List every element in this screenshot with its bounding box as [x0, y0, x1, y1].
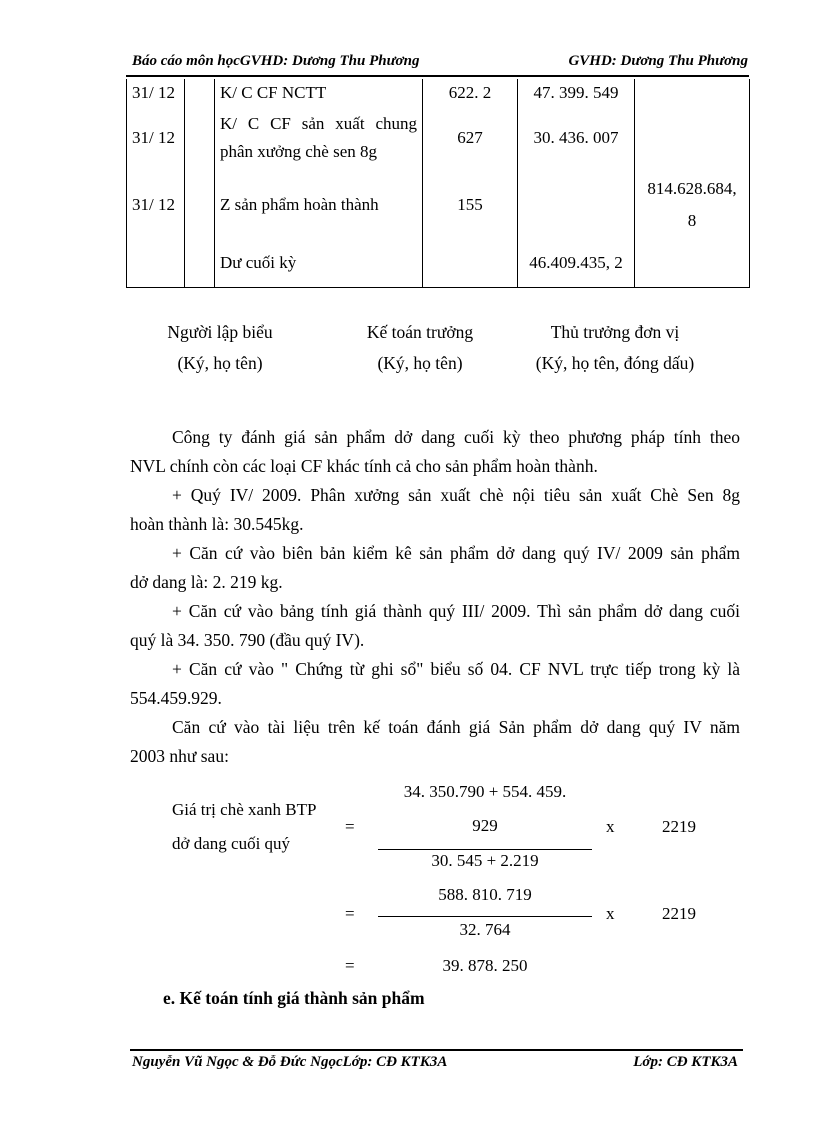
section-heading: e. Kế toán tính giá thành sản phẩm: [163, 988, 425, 1008]
account-cell: [423, 240, 518, 287]
denominator-1: 30. 545 + 2.219: [431, 851, 539, 870]
times-sign: x: [606, 904, 615, 923]
numerator-2: 588. 810. 719: [438, 885, 532, 904]
equals-sign: =: [345, 904, 355, 923]
factor-value: 2219: [662, 817, 696, 836]
credit-cell: 814.628.684, 8: [635, 170, 750, 240]
account-cell: 622. 2: [423, 79, 518, 106]
body-text: Công ty đánh giá sản phẩm dở dang cuối kỳ theo phương pháp tính theo NVL chính còn các loại CF khác tính cả cho sản phẩm hoàn thành. + Quý IV/ 2009. Phân xưởng sản xuất chè nội tiêu sản xuất Chè Sen 8g hoàn thành là: 30.545kg. + Căn cứ vào biên bản kiểm kê sản phẩm dở dang quý IV/ 2009 sản phẩm dở dang là: 2. 219 kg. + Căn cứ vào bảng tính giá thành quý III/ 2009. Thì sản phẩm dở dang cuối quý là 34. 350. 790 (đầu quý IV). + Căn cứ vào " Chứng từ ghi sổ" biểu số 04. CF NVL trực tiếp trong kỳ là 554.459.929. Căn cứ vào tài liệu trên kế toán đánh giá Sản phẩm dở dang quý IV năm 2003 như sau:: [130, 427, 740, 766]
description-cell: Z sản phẩm hoàn thành: [215, 170, 423, 240]
date-cell: 31/ 12: [127, 79, 185, 106]
times-sign: x: [606, 817, 615, 836]
footer-right: Lớp: CĐ KTK3A: [633, 1054, 738, 1070]
formula-label-line1: Giá trị chè xanh BTP: [172, 800, 317, 819]
header-right: GVHD: Dương Thu Phương: [568, 53, 748, 69]
signature-block: [520, 322, 710, 374]
numerator-1-line2: 929: [472, 816, 498, 835]
ledger-table: [126, 79, 750, 288]
denominator-2: 32. 764: [459, 920, 511, 939]
signature-block: [330, 322, 510, 374]
header-left: Báo cáo môn họcGVHD: Dương Thu Phương: [132, 53, 420, 69]
date-cell: 31/ 12: [127, 170, 185, 240]
result-value: 39. 878. 250: [442, 956, 528, 975]
signature-title: Người lập biểu: [167, 322, 273, 342]
table-row: [127, 106, 750, 170]
debit-cell: 46.409.435, 2: [518, 240, 635, 287]
description-cell: K/ C CF sản xuất chung phân xưởng chè sen 8g: [215, 106, 423, 170]
footer-left: Nguyễn Vũ Ngọc & Đỗ Đức NgọcLớp: CĐ KTK3A: [132, 1054, 448, 1070]
signature-note: (Ký, họ tên, đóng dấu): [535, 353, 695, 373]
signature-title: Thủ trưởng đơn vị: [550, 322, 680, 342]
equals-sign: =: [345, 817, 355, 836]
description-cell: Dư cuối kỳ: [215, 240, 423, 287]
debit-cell: 30. 436. 007: [518, 106, 635, 170]
fraction-bar: [378, 916, 592, 917]
equals-sign: =: [345, 956, 355, 975]
factor-value: 2219: [662, 904, 696, 923]
account-cell: 627: [423, 106, 518, 170]
table-row: [127, 170, 750, 240]
signature-note: (Ký, họ tên): [177, 353, 263, 373]
signature-note: (Ký, họ tên): [377, 353, 463, 373]
date-cell: [127, 240, 185, 287]
fraction-bar: [378, 849, 592, 850]
debit-cell: [518, 170, 635, 240]
formula-label-line2: dở dang cuối quý: [172, 834, 291, 853]
account-cell: 155: [423, 170, 518, 240]
footer-rule: [130, 1049, 743, 1051]
numerator-1-line1: 34. 350.790 + 554. 459.: [403, 782, 567, 801]
table-row: [127, 79, 750, 106]
signature-title: Kế toán trưởng: [366, 322, 474, 342]
description-cell: K/ C CF NCTT: [215, 79, 423, 106]
signature-block: [130, 322, 310, 374]
debit-cell: 47. 399. 549: [518, 79, 635, 106]
date-cell: 31/ 12: [127, 106, 185, 170]
header-rule: [126, 75, 749, 77]
table-row: [127, 240, 750, 287]
